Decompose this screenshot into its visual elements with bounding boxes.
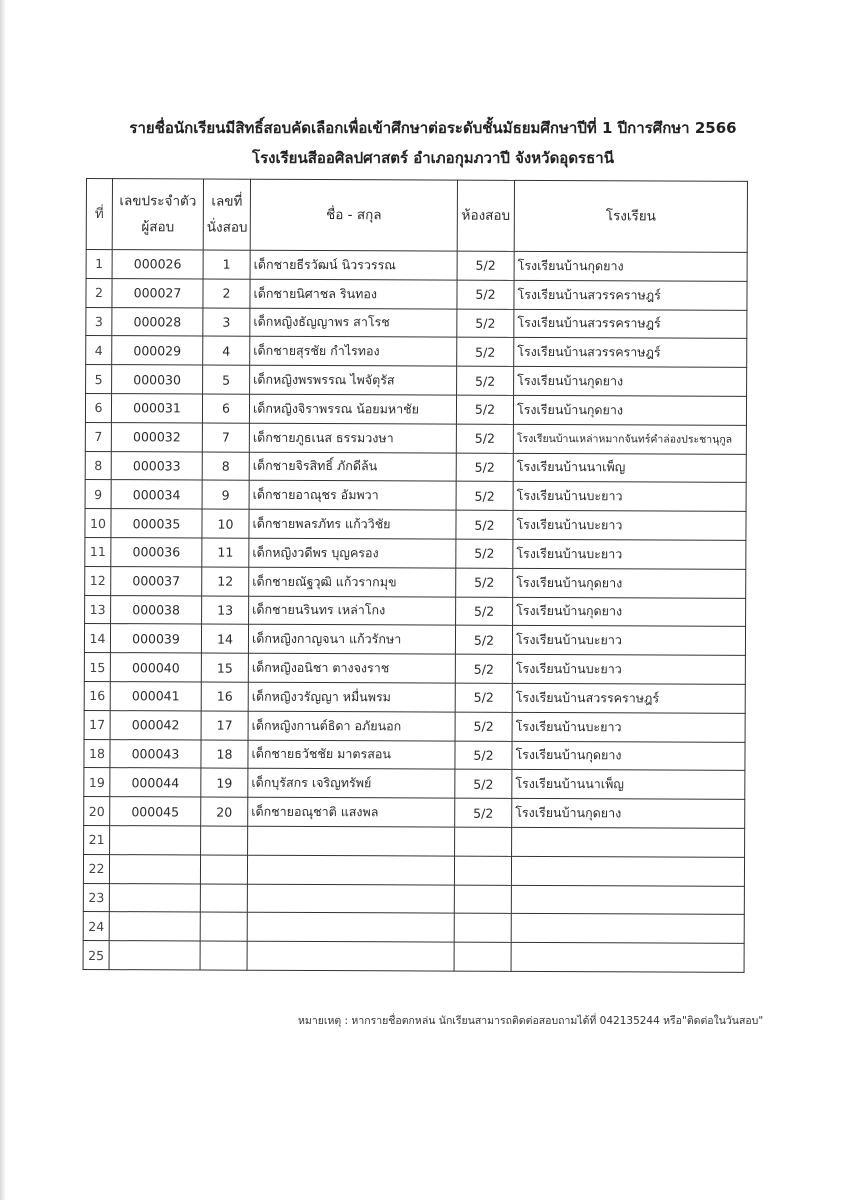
table-row [85, 393, 746, 425]
cell-exam-id: 000026 [112, 250, 203, 279]
cell-room: 5/2 [456, 539, 513, 568]
cell-seat: 16 [201, 682, 248, 711]
cell-room: 5/2 [457, 280, 514, 309]
cell-no: 4 [86, 336, 112, 365]
cell-exam-id [109, 854, 200, 883]
cell-no: 24 [83, 912, 109, 941]
table-row [83, 854, 744, 886]
table-row [85, 595, 746, 627]
cell-no: 6 [85, 393, 111, 422]
cell-seat: 4 [203, 336, 250, 365]
cell-exam-id: 000041 [110, 682, 201, 711]
cell-school: โรงเรียนบ้านนาเพ็ญ [512, 770, 745, 800]
cell-school: โรงเรียนบ้านกุดยาง [513, 568, 746, 598]
cell-seat: 20 [201, 797, 248, 826]
header-room: ห้องสอบ [457, 180, 514, 251]
table-row [85, 422, 746, 454]
cell-room: 5/2 [456, 481, 513, 510]
cell-seat: 11 [202, 538, 249, 567]
cell-exam-id: 000042 [110, 710, 201, 739]
cell-name: เด็กหญิงธัญญาพร สาโรช [250, 308, 457, 338]
table-row [86, 307, 747, 339]
cell-school [511, 856, 744, 886]
cell-exam-id: 000043 [110, 739, 201, 768]
cell-school [511, 885, 744, 915]
cell-name: เด็กชายจิรสิทธิ์ ภักดีล้น [249, 452, 456, 482]
cell-room: 5/2 [457, 251, 514, 280]
cell-exam-id: 000036 [111, 538, 202, 567]
cell-room [454, 856, 511, 885]
cell-no: 13 [85, 595, 111, 624]
document-title: รายชื่อนักเรียนมีสิทธิ์สอบคัดเลือกเพื่อเข้าศึกษาต่อระดับชั้นมัธยมศึกษาปีที่ 1 ปีการศึกษา 2566 [129, 119, 737, 137]
cell-name: เด็กหญิงกาญจนา แก้วรักษา [248, 625, 455, 655]
cell-seat: 18 [201, 740, 248, 769]
table-row [85, 566, 746, 598]
cell-name: เด็กหญิงวรัญญา หมื่นพรม [248, 682, 455, 712]
cell-room: 5/2 [456, 597, 513, 626]
cell-name: เด็กชายภูธเนส ธรรมวงษา [249, 423, 456, 453]
cell-name: เด็กชายอาณุชร อัมพวา [249, 481, 456, 511]
cell-seat [200, 912, 247, 941]
table-row [85, 509, 746, 541]
cell-name [247, 884, 454, 914]
cell-seat: 1 [203, 250, 250, 279]
cell-no: 22 [83, 854, 109, 883]
cell-school: โรงเรียนบ้านสวรรคราษฎร์ [514, 280, 747, 310]
cell-seat: 7 [202, 423, 249, 452]
cell-seat: 3 [203, 308, 250, 337]
header-school: โรงเรียน [514, 180, 747, 252]
cell-no: 2 [86, 278, 112, 307]
cell-school: โรงเรียนบ้านสวรรคราษฎร์ [514, 338, 747, 368]
cell-room: 5/2 [456, 510, 513, 539]
cell-seat: 8 [202, 452, 249, 481]
cell-room: 5/2 [456, 568, 513, 597]
header-name: ชื่อ - สกุล [250, 179, 457, 251]
table-row [85, 451, 746, 483]
cell-exam-id: 000028 [112, 307, 203, 336]
cell-seat [200, 884, 247, 913]
cell-name: เด็กชายพลรภัทร แก้ววิชัย [249, 509, 456, 539]
header-exam-id [112, 179, 203, 250]
cell-exam-id: 000045 [110, 797, 201, 826]
page-edge-shadow [0, 0, 6, 1200]
table-row [84, 710, 745, 742]
cell-seat: 5 [203, 365, 250, 394]
cell-name: เด็กชายณัฐวุฒิ แก้วรากมุข [249, 567, 456, 597]
header-seat-line2: นั่งสอบ [206, 219, 248, 236]
cell-exam-id [109, 883, 200, 912]
cell-seat: 6 [202, 394, 249, 423]
cell-no: 1 [86, 250, 112, 279]
cell-no: 15 [84, 653, 110, 682]
table-row [84, 681, 745, 713]
cell-exam-id: 000029 [112, 336, 203, 365]
cell-no: 20 [84, 797, 110, 826]
cell-exam-id [109, 941, 200, 970]
cell-name: เด็กหญิงวดีพร บุญครอง [249, 538, 456, 568]
cell-school [511, 942, 744, 972]
cell-room [454, 942, 511, 971]
cell-room: 5/2 [455, 683, 512, 712]
footnote: หมายเหตุ : หากรายชื่อตกหล่น นักเรียนสามารถติดต่อสอบถามได้ที่ 042135244 หรือ"ติดต่อในวันสอบ" [298, 1015, 764, 1027]
cell-no: 7 [85, 422, 111, 451]
student-roster-table [83, 178, 748, 973]
cell-room: 5/2 [456, 424, 513, 453]
cell-room: 5/2 [455, 654, 512, 683]
cell-no: 11 [85, 537, 111, 566]
cell-exam-id: 000037 [111, 566, 202, 595]
cell-room [455, 827, 512, 856]
table-row [84, 624, 745, 656]
cell-room: 5/2 [456, 453, 513, 482]
cell-no: 5 [86, 365, 112, 394]
table-row [85, 537, 746, 569]
cell-name [247, 941, 454, 971]
table-row [84, 739, 745, 771]
table-row [83, 941, 744, 973]
cell-room: 5/2 [457, 366, 514, 395]
header-exam-id-line1: เลขประจำตัว [119, 193, 197, 210]
header-seat-line1: เลขที่ [211, 193, 243, 210]
cell-seat: 13 [202, 596, 249, 625]
cell-name: เด็กหญิงจิราพรรณ น้อยมหาชัย [249, 394, 456, 424]
cell-no: 9 [85, 480, 111, 509]
cell-name [248, 826, 455, 856]
cell-name [247, 855, 454, 885]
table-row [84, 797, 745, 829]
table-row [85, 480, 746, 512]
cell-seat: 10 [202, 509, 249, 538]
cell-exam-id [110, 826, 201, 855]
cell-no: 14 [84, 624, 110, 653]
cell-room: 5/2 [455, 741, 512, 770]
cell-room: 5/2 [455, 625, 512, 654]
cell-seat: 19 [201, 768, 248, 797]
cell-name: เด็กชายธวัชชัย มาตรสอน [248, 740, 455, 770]
cell-name: เด็กชายอณุชาติ แสงพล [248, 797, 455, 827]
cell-room: 5/2 [455, 798, 512, 827]
cell-school: โรงเรียนบ้านบะยาว [512, 712, 745, 742]
cell-name: เด็กชายนิศาชล รินทอง [250, 279, 457, 309]
cell-school: โรงเรียนบ้านนาเพ็ญ [513, 453, 746, 483]
cell-school: โรงเรียนบ้านสวรรคราษฎร์ [512, 683, 745, 713]
cell-school: โรงเรียนบ้านกุดยาง [512, 741, 745, 771]
cell-exam-id: 000039 [110, 624, 201, 653]
cell-school [512, 827, 745, 857]
table-row [84, 825, 745, 857]
table-body [83, 250, 747, 973]
cell-exam-id: 000040 [110, 653, 201, 682]
header-seat [203, 179, 250, 250]
cell-room: 5/2 [455, 769, 512, 798]
cell-no: 21 [84, 825, 110, 854]
cell-seat [200, 855, 247, 884]
cell-exam-id: 000030 [112, 365, 203, 394]
table-row [83, 912, 744, 944]
table-row [86, 278, 747, 310]
cell-no: 16 [84, 681, 110, 710]
cell-no: 3 [86, 307, 112, 336]
cell-room [454, 913, 511, 942]
cell-no: 12 [85, 566, 111, 595]
cell-exam-id [109, 912, 200, 941]
cell-room [454, 885, 511, 914]
cell-name: เด็กชายธีรวัฒน์ นิวรวรรณ [250, 250, 457, 280]
cell-room: 5/2 [455, 712, 512, 741]
cell-school: โรงเรียนบ้านกุดยาง [513, 395, 746, 425]
cell-exam-id: 000038 [111, 595, 202, 624]
document-subtitle: โรงเรียนสีออศิลปศาสตร์ อำเภอกุมภวาปี จังหวัดอุดรธานี [252, 149, 614, 167]
cell-school: โรงเรียนบ้านเหล่าหมากจันทร์คำล่องประชานุกูล [513, 424, 746, 454]
cell-exam-id: 000044 [110, 768, 201, 797]
header-exam-id-line2: ผู้สอบ [141, 219, 175, 236]
cell-school: โรงเรียนบ้านกุดยาง [512, 799, 745, 829]
cell-name: เด็กชายนรินทร เหล่าโกง [249, 596, 456, 626]
cell-school: โรงเรียนบ้านกุดยาง [514, 367, 747, 397]
cell-no: 17 [84, 710, 110, 739]
header-no: ที่ [86, 179, 112, 250]
cell-school: โรงเรียนบ้านสวรรคราษฎร์ [514, 309, 747, 339]
table-header-row [86, 179, 747, 253]
cell-school: โรงเรียนบ้านบะยาว [513, 511, 746, 541]
cell-school [511, 914, 744, 944]
cell-no: 10 [85, 509, 111, 538]
cell-school: โรงเรียนบ้านบะยาว [513, 539, 746, 569]
cell-exam-id: 000034 [111, 480, 202, 509]
cell-seat: 17 [201, 711, 248, 740]
table-row [86, 250, 747, 282]
cell-exam-id: 000031 [111, 394, 202, 423]
table-row [83, 883, 744, 915]
table-row [86, 336, 747, 368]
cell-seat: 12 [202, 567, 249, 596]
cell-seat: 15 [201, 653, 248, 682]
cell-seat: 2 [203, 279, 250, 308]
cell-room: 5/2 [457, 338, 514, 367]
cell-seat [200, 941, 247, 970]
cell-name: เด็กหญิงอนิชา ตางจงราช [248, 653, 455, 683]
cell-no: 25 [83, 941, 109, 970]
cell-seat: 14 [201, 624, 248, 653]
cell-name: เด็กชายสุรชัย กำไรทอง [250, 337, 457, 367]
cell-school: โรงเรียนบ้านบะยาว [512, 655, 745, 685]
cell-school: โรงเรียนบ้านบะยาว [512, 626, 745, 656]
cell-name: เด็กหญิงกานต์ธิดา อภัยนอก [248, 711, 455, 741]
cell-school: โรงเรียนบ้านกุดยาง [513, 597, 746, 627]
table-row [86, 365, 747, 397]
cell-seat: 9 [202, 480, 249, 509]
cell-school: โรงเรียนบ้านกุดยาง [514, 251, 747, 281]
cell-seat [201, 826, 248, 855]
cell-no: 23 [83, 883, 109, 912]
cell-room: 5/2 [456, 395, 513, 424]
cell-no: 18 [84, 739, 110, 768]
cell-exam-id: 000033 [111, 451, 202, 480]
cell-exam-id: 000032 [111, 422, 202, 451]
table-row [84, 653, 745, 685]
cell-no: 8 [85, 451, 111, 480]
table-row [84, 768, 745, 800]
cell-no: 19 [84, 768, 110, 797]
cell-name: เด็กบุรัสกร เจริญทรัพย์ [248, 769, 455, 799]
cell-name [247, 913, 454, 943]
cell-exam-id: 000027 [112, 278, 203, 307]
cell-name: เด็กหญิงพรพรรณ ไพจัตุรัส [250, 365, 457, 395]
cell-exam-id: 000035 [111, 509, 202, 538]
cell-school: โรงเรียนบ้านบะยาว [513, 482, 746, 512]
cell-room: 5/2 [457, 309, 514, 338]
